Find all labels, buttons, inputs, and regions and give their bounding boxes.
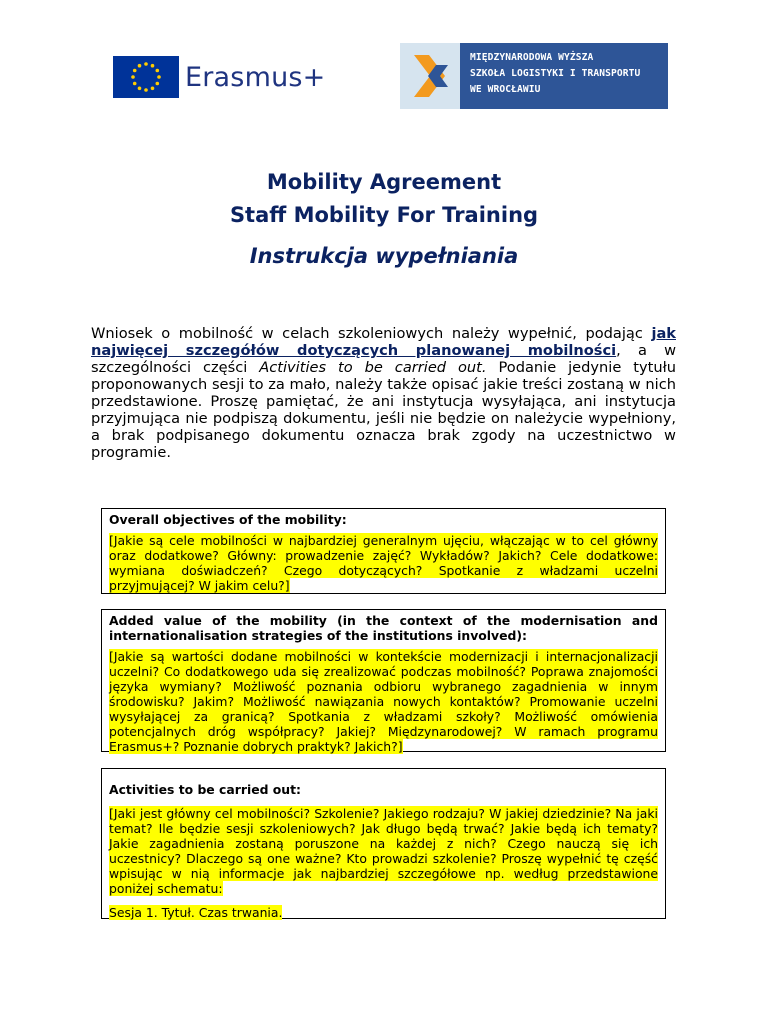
objectives-heading: Overall objectives of the mobility: [109, 512, 347, 527]
university-name [460, 43, 668, 109]
document-title: Mobility Agreement [266, 170, 502, 194]
added-value-heading: Added value of the mobility (in the context of the modernisation and internationalisation strategies of the institutions involved): [109, 613, 658, 643]
session-example[interactable]: Sesja 1. Tytuł. Czas trwania. [109, 905, 283, 920]
intro-italic: Activities to be carried out. [259, 359, 487, 376]
eu-flag-icon [113, 56, 179, 98]
erasmus-logo-text: Erasmus+ [185, 61, 326, 93]
erasmus-logo [113, 56, 325, 98]
details-link[interactable]: jak najwięcej szczegółów dotyczących planowanej mobilności [91, 325, 676, 359]
intro-paragraph [91, 325, 676, 461]
intro-text-3: Podanie jedynie tytułu proponowanych sesji to za mało, należy także opisać jakie treści zostaną w nich przedstawione. Proszę pamiętać, że ani instytucja wysyłająca, ani instytucja przyjmująca nie podpiszą dokumentu, jeśli nie będzie on należycie wypełniony, a brak podpisanego dokumentu oznacza brak zgody na uczestnictwo w programie. [91, 359, 676, 461]
university-line-3: WE WROCŁAWIU [470, 84, 541, 95]
intro-text-2: , a w szczególności części [91, 342, 677, 376]
university-line-2: SZKOŁA LOGISTYKI I TRANSPORTU [470, 68, 641, 79]
intro-text-1: Wniosek o mobilność w celach szkoleniowych należy wypełnić, podając [91, 325, 652, 342]
university-line-1: MIĘDZYNARODOWA WYŻSZA [470, 52, 594, 63]
added-value-box [101, 609, 666, 752]
added-value-body[interactable]: [Jakie są wartości dodane mobilności w kontekście modernizacji i internacjonalizacji uczelni? Co dodatkowego uda się zrealizować podczas mobilność? Poprawa znajomości języka wymiany? Możliwość poznania odbioru wybranego zagadnienia w innym środowisku? Jakim? Możliwość nawiązania nowych kontaktów? Promowanie uczelni wysyłającej za granicą? Spotkania z władzami szkoły? Możliwość omówienia potencjalnych dróg współpracy? Jakiej? Międzynarodowej? W ramach programu Erasmus+? Poznanie dobrych praktyk? Jakich?] [109, 649, 658, 754]
objectives-box [101, 508, 666, 594]
instructions-heading: Instrukcja wypełniania [249, 244, 519, 268]
chevron-logo-icon [400, 43, 460, 109]
university-logo [400, 43, 668, 109]
activities-body[interactable]: [Jaki jest główny cel mobilności? Szkolenie? Jakiego rodzaju? W jakiej dziedzinie? Na jaki temat? Ile będzie sesji szkoleniowych? Jak długo będą trwać? Jakie będą ich tematy? Jakie zagadnienia zostaną poruszone na każdej z nich? Czego nauczą się ich uczestnicy? Dlaczego są one ważne? Kto prowadzi szkolenie? Proszę wypełnić tę część wpisując w nią informacje jak najbardziej szczegółowe np. według przedstawione poniżej schematu: [109, 806, 658, 896]
activities-box [101, 768, 666, 919]
activities-heading: Activities to be carried out: [109, 782, 302, 797]
objectives-body[interactable]: [Jakie są cele mobilności w najbardziej generalnym ujęciu, włączając w to cel główny oraz dodatkowe? Główny: prowadzenie zajęć? Wykładów? Jakich? Cele dodatkowe: wymiana doświadczeń? Czego dotyczących? Spotkanie z władzami uczelni przyjmującej? W jakim celu?] [109, 533, 658, 593]
document-subtitle: Staff Mobility For Training [229, 203, 539, 227]
